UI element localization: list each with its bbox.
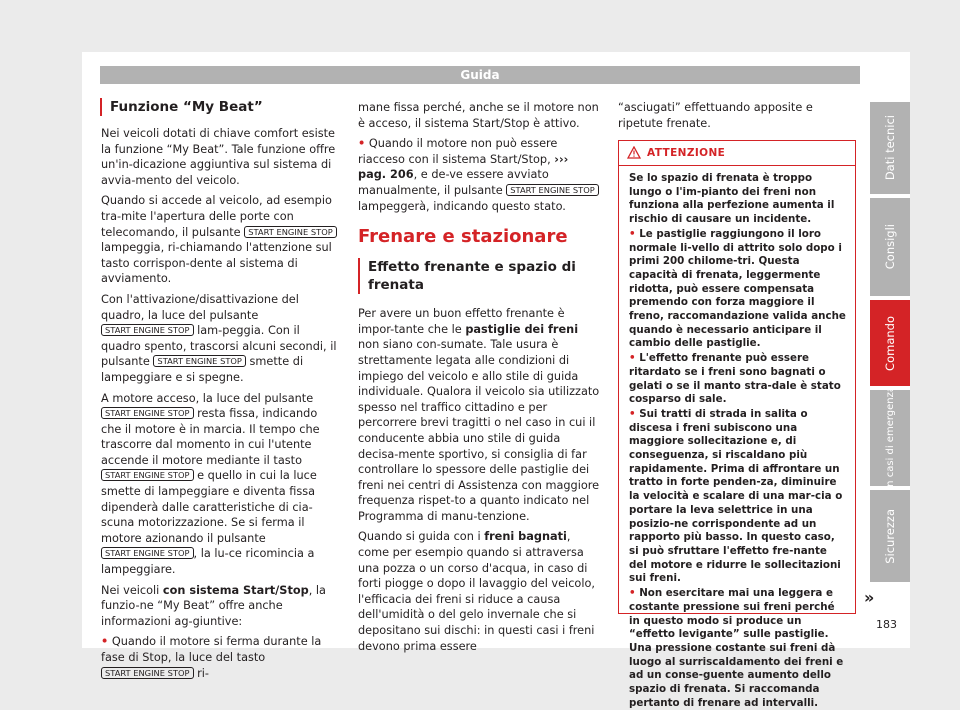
- paragraph: mane fissa perché, anche se il motore non è acceso, il sistema Start/Stop è attivo.: [358, 101, 599, 130]
- warning-header: [619, 141, 855, 166]
- bullet-icon: •: [629, 227, 636, 240]
- warning-title: ATTENZIONE: [647, 147, 726, 159]
- paragraph: A motore acceso, la luce del pulsante START ENGINE STOP resta fissa, indicando che il motore è in marcia. Il tempo che trascorre dal momento in cui l'utente accende il motore mediante il tasto START ENGINE STOP e quello in cui la luce smette di lampeggiare e diventa fissa dipenderà dalle caratteristiche di cia-scuna motorizzazione. Se si ferma il motore azionando il pulsante START ENGINE STOP , la lu-ce ricomincia a lampeggiare.: [101, 391, 320, 577]
- paragraph: Per avere un buon effetto frenante è impor-tante che le pastiglie dei freni non siano con-sumate. Tale usura è strettamente legata alle condizioni di impiego del veicolo e allo stile di guida individuale. Qualora il veicolo sia utilizzato spesso nel traffico cittadino e per percorrere brevi tragitti o nel caso in cui il conducente abbia uno stile di guida decisa-mente sportivo, si consiglia di far controllare lo spessore delle pastiglie dei freni nei centri di Assistenza con maggiore frequenza rispet-to a quanto indicato nel Programma di manu-tenzione.: [358, 307, 600, 523]
- start-engine-stop-key: START ENGINE STOP: [506, 184, 599, 196]
- start-engine-stop-key: START ENGINE STOP: [101, 469, 194, 481]
- bullet-icon: •: [629, 407, 636, 420]
- tab-comando[interactable]: Comando: [870, 300, 910, 386]
- start-engine-stop-key: START ENGINE STOP: [101, 547, 194, 559]
- warning-bullet: • Sui tratti di strada in salita o discesa i freni subiscono una maggiore sollecitazione e, di conseguenza, si riscaldano più rapidamente. Prima di affrontare un tratto in forte penden-za, diminuire la velocità e scalare di una mar-cia o portare la leva selettrice in una posizio-ne corrispondente ad un rapporto più basso. In questo caso, si può sfruttare l'effetto fre-nante del motore e ridurre le sollecitazioni sui freni.: [629, 407, 843, 585]
- tab-sicurezza[interactable]: Sicurezza: [870, 490, 910, 582]
- page-number: 183: [876, 618, 897, 631]
- warning-paragraph: Se lo spazio di frenata è troppo lungo o l'im-pianto dei freni non funziona alla perfezione aumenta il rischio di causare un incidente.: [629, 172, 835, 226]
- paragraph: Nei veicoli dotati di chiave comfort esiste la funzione “My Beat”. Tale funzione offre un'in-dicazione aggiuntiva sul sistema di avvia-mento del veicolo.: [101, 127, 336, 187]
- bullet-item: • Quando il motore si ferma durante la fase di Stop, la luce del tasto START ENGINE STOP ri-: [101, 635, 322, 680]
- paragraph: Nei veicoli con sistema Start/Stop, la funzio-ne “My Beat” offre anche informazioni ag-giuntive:: [101, 583, 326, 628]
- column-3: [618, 100, 858, 136]
- bullet-icon: •: [101, 635, 109, 649]
- paragraph: Con l'attivazione/disattivazione del quadro, la luce del pulsante START ENGINE STOP lam-peggia. Con il quadro spento, trascorsi alcuni secondi, il pulsante START ENGINE STOP smette di lampeggiare e si spegne.: [101, 292, 337, 384]
- start-engine-stop-key: START ENGINE STOP: [244, 226, 337, 238]
- warning-triangle-icon: [627, 146, 641, 159]
- start-engine-stop-key: START ENGINE STOP: [153, 355, 246, 367]
- page-reference-link[interactable]: ››› pag. 206: [358, 152, 569, 182]
- subsection-title: Effetto frenante e spazio di frenata: [358, 258, 600, 294]
- warning-bullet: • L'effetto frenante può essere ritardato se i freni sono bagnati o gelati o se il manto stra-dale è stato cosparso di sale.: [629, 352, 841, 406]
- tab-consigli[interactable]: Consigli: [870, 198, 910, 296]
- tab-emergenza[interactable]: In casi di emergenza: [870, 390, 910, 486]
- bullet-icon: •: [629, 352, 636, 365]
- start-engine-stop-key: START ENGINE STOP: [101, 407, 194, 419]
- paragraph: “asciugati” effettuando apposite e ripetute frenate.: [618, 101, 813, 130]
- bullet-icon: •: [358, 137, 366, 151]
- chapter-heading: Frenare e stazionare: [358, 226, 568, 248]
- section-title: Funzione “My Beat”: [100, 98, 350, 116]
- warning-body: [619, 166, 855, 710]
- warning-box: [618, 140, 856, 709]
- running-header: Guida: [100, 66, 860, 84]
- column-1: [101, 126, 341, 686]
- bullet-icon: •: [629, 587, 636, 600]
- tab-dati-tecnici[interactable]: Dati tecnici: [870, 102, 910, 194]
- paragraph: Quando si guida con i freni bagnati, come per esempio quando si attraversa una pozza o un corso d'acqua, in caso di forti piogge o dopo il lavaggio del veicolo, l'efficacia dei freni si riduce a causa dell'umidità o del gelo invernale che si depositano sui dischi: in questi casi i freni devono prima essere: [358, 530, 595, 653]
- start-engine-stop-key: START ENGINE STOP: [101, 324, 194, 336]
- paragraph: Quando si accede al veicolo, ad esempio tra-mite l'apertura delle porte con telecomando, il pulsante START ENGINE STOP lampeggia, ri-chiamando l'attenzione sul tasto corrispon-dente al sistema di avviamento.: [101, 193, 341, 287]
- warning-bullet: • Le pastiglie raggiungono il loro normale li-vello di attrito solo dopo i primi 200 chilome-tri. Questa capacità di frenata, leggermente ridotta, può essere compensata premendo con forza maggiore il freno, raccomandazione valida anche quando è necessario anticipare il cambio delle pastiglie.: [629, 227, 846, 350]
- warning-bullet: • Non esercitare mai una leggera e costante pressione sui freni perché in questo modo si produce un “effetto levigante” sulle pastiglie. Una pressione costante sui freni dà luogo al surriscaldamento dei freni e ad un conse-guente aumento dello spazio di frenata. Si raccomanda pertanto di frenare ad intervalli.: [629, 587, 844, 709]
- continue-arrow-icon: »: [864, 588, 875, 607]
- bullet-item: • Quando il motore non può essere riacceso con il sistema Start/Stop, ››› pag. 206, e de-ve essere avviato manualmente, il pulsante START ENGINE STOP lampeggerà, indicando questo stato.: [358, 136, 600, 214]
- column-2: [358, 100, 600, 659]
- start-engine-stop-key: START ENGINE STOP: [101, 667, 194, 679]
